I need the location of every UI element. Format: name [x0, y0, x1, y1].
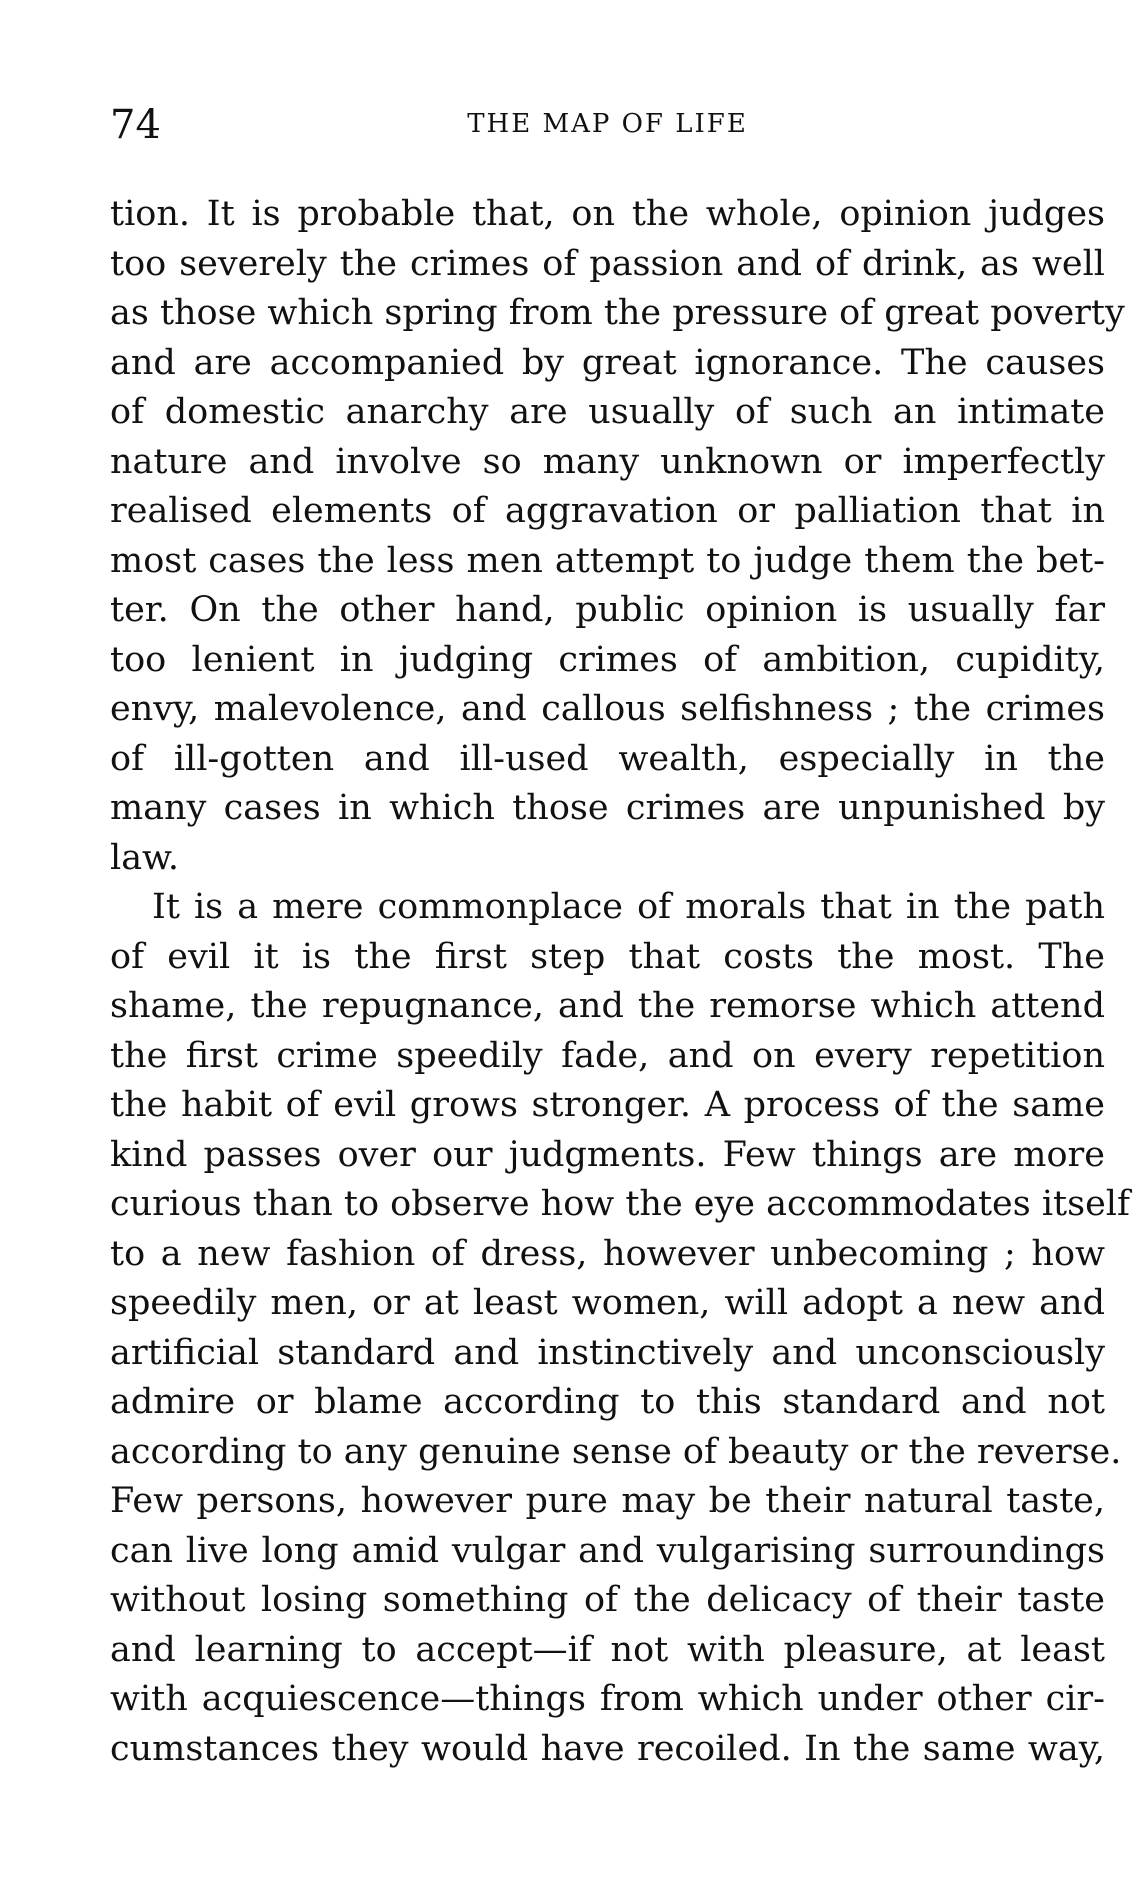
text-line: to a new fashion of dress, however unbecoming ; how: [110, 1233, 1105, 1274]
text-line: of evil it is the first step that costs the most. The: [110, 936, 1105, 977]
text-line: many cases in which those crimes are unpunished by: [110, 788, 1105, 828]
text-line: artificial standard and instinctively and unconsciously: [110, 1332, 1105, 1373]
text-line: and are accompanied by great ignorance. The causes: [110, 342, 1105, 383]
text-line: kind passes over our judgments. Few things are more: [110, 1134, 1105, 1175]
text-line: tion. It is probable that, on the whole, opinion judges: [110, 194, 1105, 234]
text-line: Few persons, however pure may be their natural taste,: [110, 1481, 1105, 1521]
text-line: the habit of evil grows stronger. A process of the same: [110, 1085, 1105, 1125]
page-number: 74: [110, 102, 161, 148]
text-line: envy, malevolence, and callous selfishness ; the crimes: [110, 689, 1105, 729]
text-line: speedily men, or at least women, will adopt a new and: [110, 1283, 1105, 1323]
text-line: realised elements of aggravation or palliation that in: [110, 491, 1105, 531]
text-line: too severely the crimes of passion and of drink, as well: [110, 243, 1105, 284]
text-line: ter. On the other hand, public opinion is usually far: [110, 590, 1105, 630]
text-line: as those which spring from the pressure of great poverty: [110, 293, 1125, 333]
running-title: THE MAP OF LIFE: [467, 109, 748, 139]
text-line: nature and involve so many unknown or imperfectly: [110, 441, 1105, 482]
paragraph: [110, 190, 1125, 883]
text-line: cumstances they would have recoiled. In the same way,: [110, 1728, 1105, 1769]
text-line: can live long amid vulgar and vulgarising surroundings: [110, 1530, 1105, 1571]
text-line: shame, the repugnance, and the remorse which attend: [110, 986, 1105, 1026]
text-line: the first crime speedily fade, and on every repetition: [110, 1035, 1105, 1076]
paragraph: [110, 883, 1130, 1774]
text-line: too lenient in judging crimes of ambition, cupidity,: [110, 639, 1105, 680]
text-line: without losing something of the delicacy of their taste: [110, 1580, 1105, 1620]
text-line: with acquiescence—things from which under other cir-: [110, 1679, 1105, 1719]
page-body: [110, 190, 1130, 1774]
text-line: It is a mere commonplace of morals that in the path: [152, 887, 1105, 927]
page-header: [110, 100, 1105, 150]
text-line: most cases the less men attempt to judge them the bet-: [110, 540, 1105, 581]
text-line: of domestic anarchy are usually of such an intimate: [110, 392, 1105, 432]
text-line: curious than to observe how the eye accommodates itself: [110, 1184, 1130, 1224]
text-line: law.: [110, 837, 179, 878]
text-line: according to any genuine sense of beauty or the reverse.: [110, 1431, 1122, 1472]
text-line: admire or blame according to this standard and not: [110, 1382, 1105, 1422]
text-line: of ill-gotten and ill-used wealth, especially in the: [110, 738, 1105, 779]
text-line: and learning to accept—if not with pleasure, at least: [110, 1629, 1105, 1670]
